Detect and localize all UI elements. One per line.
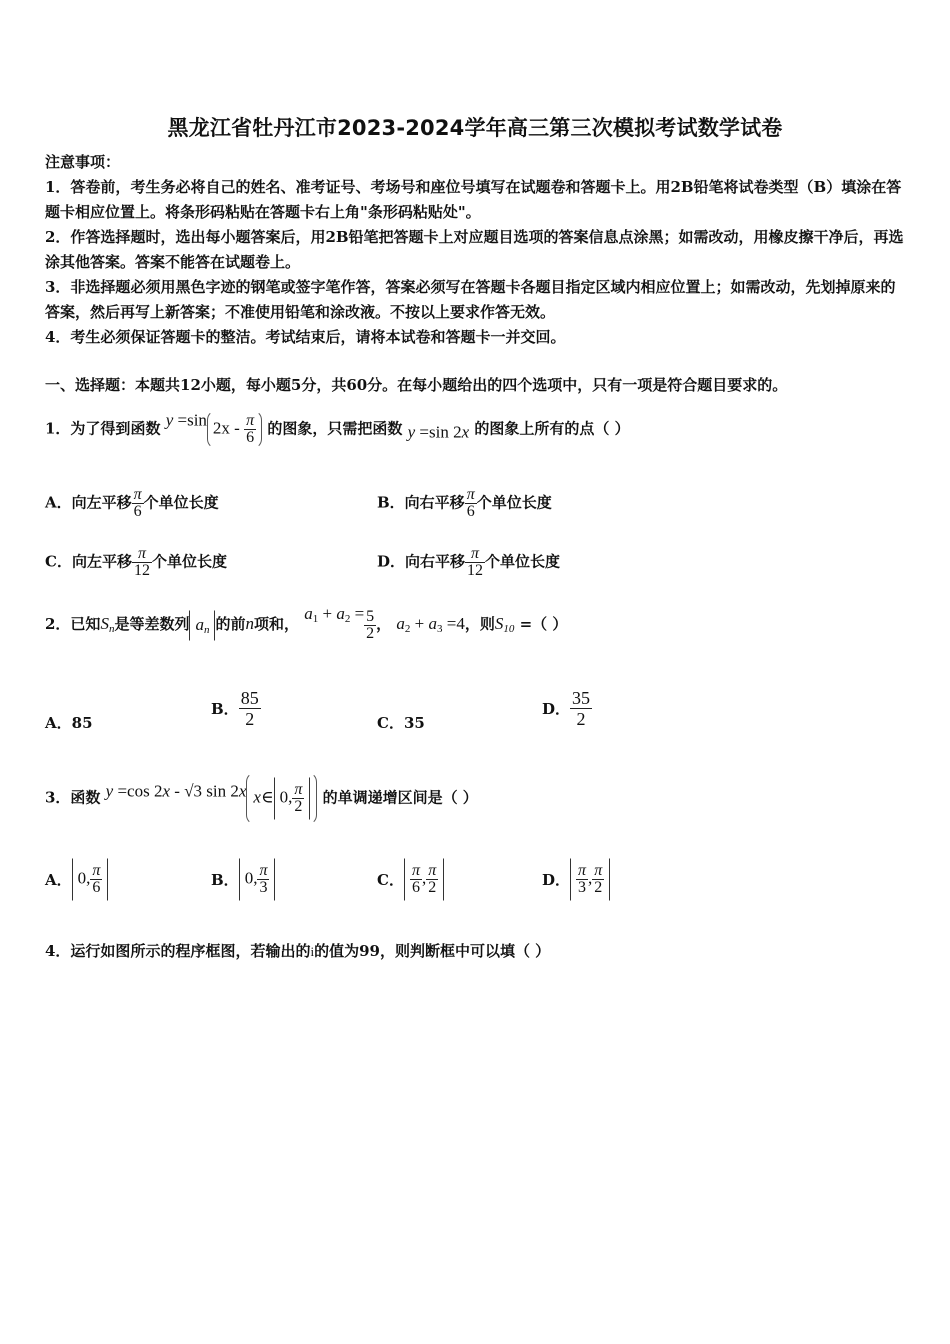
formula-an: $a_n$ [189,610,215,641]
question-2-stem-4: 项和， [253,615,299,633]
formula-3-domain: x∈ 0, $\frac{\pi}{2}$ [246,772,317,825]
q3-option-b[interactable]: B． 0, $\frac{\pi}{3}$ [211,858,275,901]
question-2-stem-5: ，则 [464,615,495,633]
q2-option-a[interactable]: A．85 [45,714,93,732]
question-2-comma: ， [376,615,392,633]
formula-3: y =cos 2x - √3 sin 2x [105,781,247,801]
question-3-stem-2: 的单调递增区间是（ ） [322,788,478,807]
question-3-stem: 3．函数 [45,788,101,807]
section-heading: 一、选择题：本题共12小题，每小题5分，共60分。在每小题给出的四个选项中，只有一项是符合题目要求的。 [45,376,788,394]
q2-option-d[interactable]: D． $\frac{35}{2}$ [542,688,591,729]
formula-1: y =sin [165,410,207,430]
notice-item-4: 4．考生必须保证答题卡的整洁。考试结束后，请将本试卷和答题卡一并交回。 [45,328,566,346]
q1-option-a[interactable]: A．向左平移 $\frac{\pi}{6}$ 个单位长度 [45,486,219,520]
q3-option-d[interactable]: D． $\frac{\pi}{3}$ , $\frac{\pi}{2}$ [542,858,610,901]
formula-sn: $S_n$ [100,614,115,635]
formula-eq-1: $a_1 + a_2$ = [304,604,365,625]
question-1-stem-2: 的图象，只需把函数 [267,419,403,438]
formula-1-paren: 2x - $\frac{\pi}{6}$ [207,410,262,449]
formula-i: i [310,944,315,959]
q1-option-d[interactable]: D．向右平移 $\frac{\pi}{12}$ 个单位长度 [377,545,561,579]
question-1 [45,410,630,449]
q1-option-c[interactable]: C．向左平移 $\frac{\pi}{12}$ 个单位长度 [45,545,227,579]
formula-2: y =sin 2x [407,422,470,442]
q2-option-b[interactable]: B． $\frac{85}{2}$ [211,688,259,729]
notice-item-2: 2．作答选择题时，选出每小题答案后，用2B铅笔把答题卡上对应题目选项的答案信息点涂黑；如需改动，用橡皮擦干净后，再选涂其他答案。答案不能答在试题卷上。 [45,228,904,271]
question-2-stem-6: =（ ） [514,615,568,633]
question-2-stem-3: 的前 [215,615,246,633]
formula-eq-2: $a_2 + a_3 =4$ [396,614,465,635]
question-2-stem: 2．已知 [45,615,101,633]
formula-n: n [245,614,254,633]
question-4-stem-2: 的值为99，则判断框中可以填（ ） [314,942,551,960]
question-1-stem-3: 的图象上所有的点（ ） [474,419,630,438]
q2-option-c[interactable]: C．35 [377,714,425,732]
notice-section [45,150,907,350]
question-4-stem: 4．运行如图所示的程序框图，若输出的 [45,942,311,960]
question-3 [45,772,478,825]
formula-s10: $S_{10}$ [494,614,515,635]
question-4 [45,940,550,961]
page-title: 黑龙江省牡丹江市2023-2024学年高三第三次模拟考试数学试卷 [167,116,783,140]
question-2-stem-2: 是等差数列 [114,615,190,633]
question-1-stem: 1．为了得到函数 [45,419,161,438]
q3-option-c[interactable]: C． $\frac{\pi}{6}$ , $\frac{\pi}{2}$ [377,858,444,901]
notice-item-3: 3．非选择题必须用黑色字迹的钢笔或签字笔作答，答案必须写在答题卡各题目指定区域内相应位置上；如需改动，先划掉原来的答案，然后再写上新答案；不准使用铅笔和涂改液。不按以上要求作答无效。 [45,278,896,321]
question-2: 2．已知$S_n$是等差数列 $a_n$ 的前n项和， $a_1 + a_2$ = $\frac{5}{2}$ ， $a_2 + a_3 =4$，则$S_{10}$ =（ ） [45,604,568,642]
q1-option-b[interactable]: B．向右平移 $\frac{\pi}{6}$ 个单位长度 [377,486,552,520]
notice-heading: 注意事项： [45,153,121,171]
q3-option-a[interactable]: A． 0, $\frac{\pi}{6}$ [45,858,108,901]
notice-item-1: 1．答卷前，考生务必将自己的姓名、准考证号、考场号和座位号填写在试题卷和答题卡上。用2B铅笔将试卷类型（B）填涂在答题卡相应位置上。将条形码粘贴在答题卡右上角"条形码粘贴处"。 [45,178,902,221]
